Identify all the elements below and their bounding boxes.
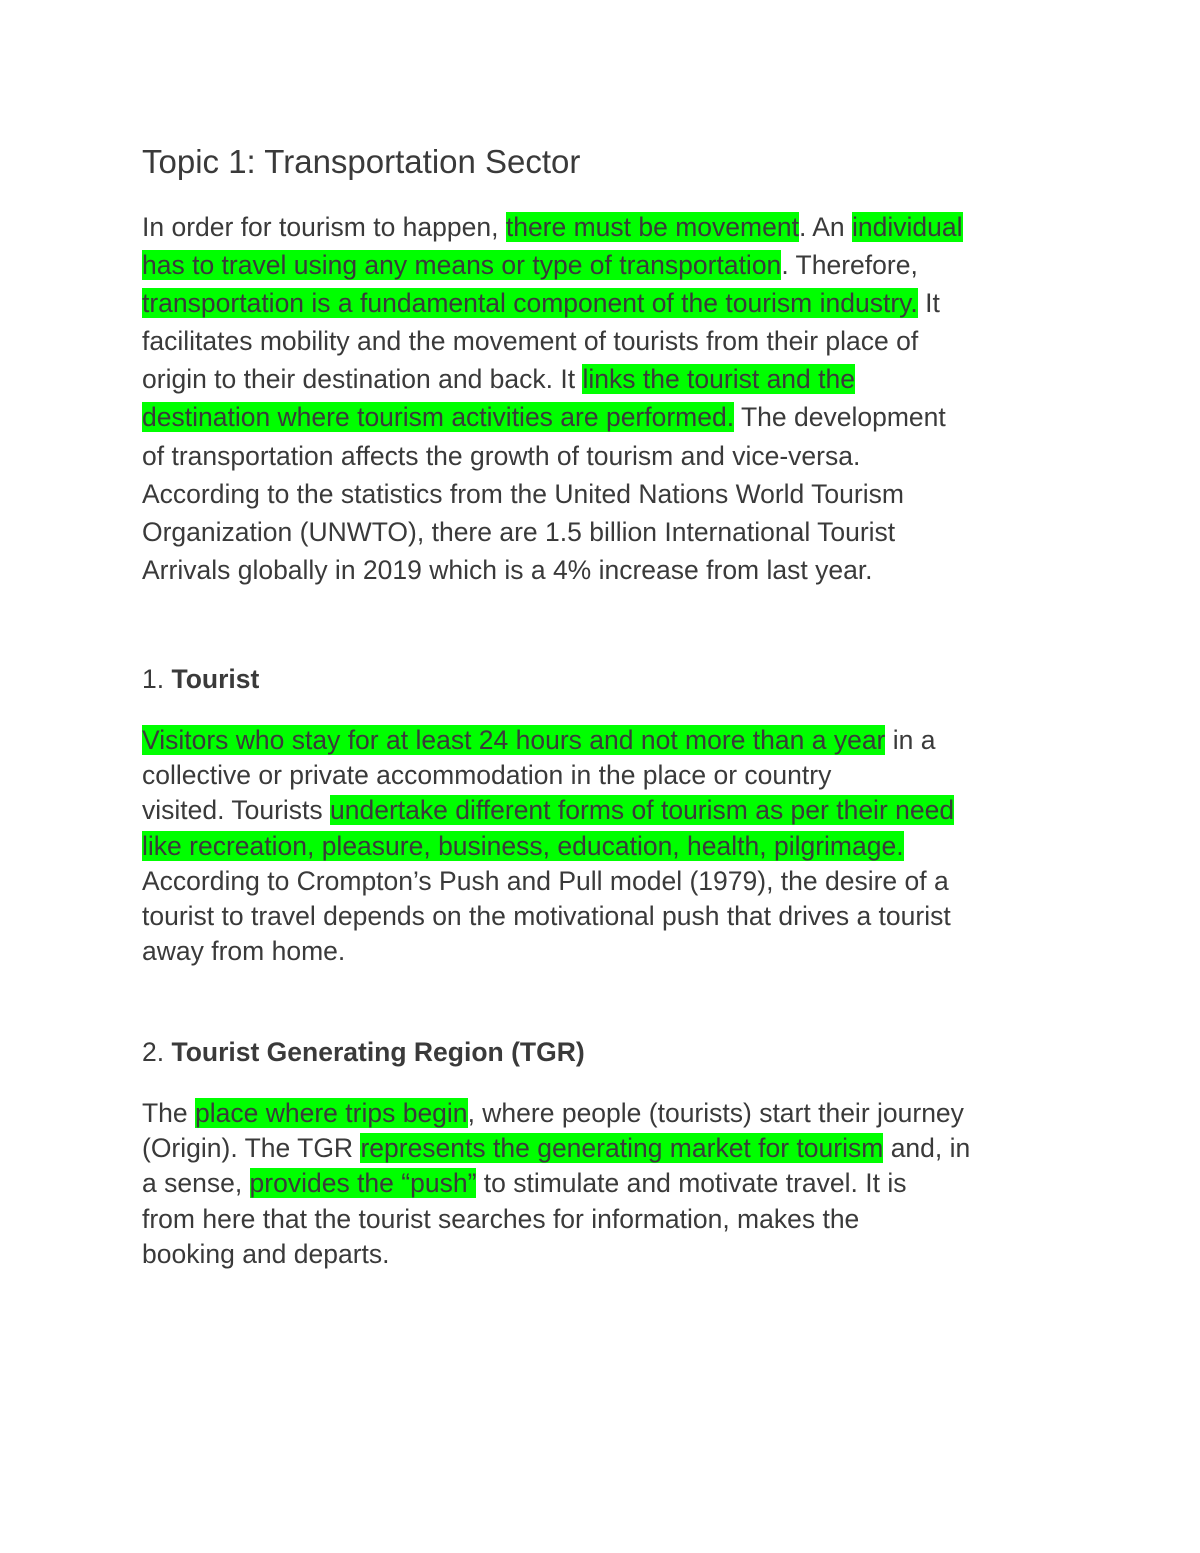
highlighted-text: destination where tourism activities are performed. <box>142 402 735 433</box>
body-text: a sense, <box>142 1168 250 1199</box>
highlighted-text: place where trips begin <box>195 1098 468 1128</box>
body-text: of transportation affects the growth of tourism and vice-versa. <box>142 440 861 471</box>
body-text: and, in <box>883 1133 971 1164</box>
body-text: away from home. <box>142 936 346 967</box>
body-text: It <box>917 288 940 319</box>
text-line <box>142 475 1072 513</box>
text-line <box>142 1131 1072 1166</box>
body-text: According to the statistics from the United Nations World Tourism <box>142 478 904 509</box>
text-line <box>142 284 1072 322</box>
text-line <box>142 551 1072 589</box>
body-text: The <box>142 1098 196 1128</box>
section-number: 1. <box>142 664 172 694</box>
highlighted-text: there must be movement <box>505 212 799 242</box>
text-line <box>142 208 1072 246</box>
body-text: Organization (UNWTO), there are 1.5 billion International Tourist <box>142 516 896 547</box>
page-title: Topic 1: Transportation Sector <box>142 143 581 180</box>
body-text: The development <box>734 402 946 433</box>
body-text: collective or private accommodation in the place or country <box>142 760 832 791</box>
section-title: Tourist Generating Region (TGR) <box>171 1037 585 1067</box>
section-number: 2. <box>142 1037 172 1067</box>
body-text: visited. Tourists <box>142 795 331 826</box>
highlighted-text: undertake different forms of tourism as per their need <box>330 795 955 826</box>
body-text: booking and departs. <box>142 1238 390 1269</box>
text-line <box>142 246 1072 284</box>
body-text: origin to their destination and back. It <box>142 364 583 395</box>
highlighted-text: like recreation, pleasure, business, education, health, pilgrimage. <box>142 830 904 861</box>
text-line <box>142 1096 1072 1131</box>
text-line <box>142 864 1072 899</box>
highlighted-text: individual <box>852 212 963 242</box>
text-line <box>142 793 1072 828</box>
body-text: facilitates mobility and the movement of tourists from their place of <box>142 326 919 357</box>
tourist-paragraph <box>142 723 1072 969</box>
text-line <box>142 1237 1072 1272</box>
body-text: (Origin). The TGR <box>142 1133 361 1164</box>
body-text: to stimulate and motivate travel. It is <box>476 1168 907 1199</box>
body-text: In order for tourism to happen, <box>142 212 506 242</box>
text-line <box>142 1166 1072 1201</box>
text-line <box>142 437 1072 475</box>
text-line <box>142 398 1072 436</box>
body-text: Arrivals globally in 2019 which is a 4% increase from last year. <box>142 554 873 585</box>
highlighted-text: represents the generating market for tourism <box>360 1133 884 1164</box>
text-line <box>142 723 1072 758</box>
section-title: Tourist <box>171 664 260 694</box>
intro-paragraph <box>142 208 1072 589</box>
body-text: tourist to travel depends on the motivational push that drives a tourist <box>142 901 951 932</box>
text-line <box>142 360 1072 398</box>
body-text: from here that the tourist searches for information, makes the <box>142 1203 860 1234</box>
text-line <box>142 934 1072 969</box>
text-line <box>142 899 1072 934</box>
highlighted-text: provides the “push” <box>249 1168 477 1199</box>
highlighted-text: has to travel using any means or type of transportation <box>142 250 782 281</box>
body-text: According to Crompton’s Push and Pull model (1979), the desire of a <box>142 865 949 896</box>
text-line <box>142 829 1072 864</box>
highlighted-text: Visitors who stay for at least 24 hours and not more than a year <box>142 725 886 755</box>
text-line <box>142 513 1072 551</box>
section-heading-tourist <box>142 661 259 697</box>
tgr-paragraph <box>142 1096 1072 1272</box>
section-heading-tgr <box>142 1034 585 1070</box>
text-line <box>142 1202 1072 1237</box>
highlighted-text: transportation is a fundamental component of the tourism industry. <box>142 288 918 319</box>
body-text: in a <box>885 725 936 755</box>
body-text: . An <box>798 212 852 242</box>
text-line <box>142 322 1072 360</box>
text-line <box>142 758 1072 793</box>
body-text: , where people (tourists) start their journey <box>467 1098 964 1128</box>
highlighted-text: links the tourist and the <box>582 364 855 395</box>
body-text: . Therefore, <box>781 250 918 281</box>
